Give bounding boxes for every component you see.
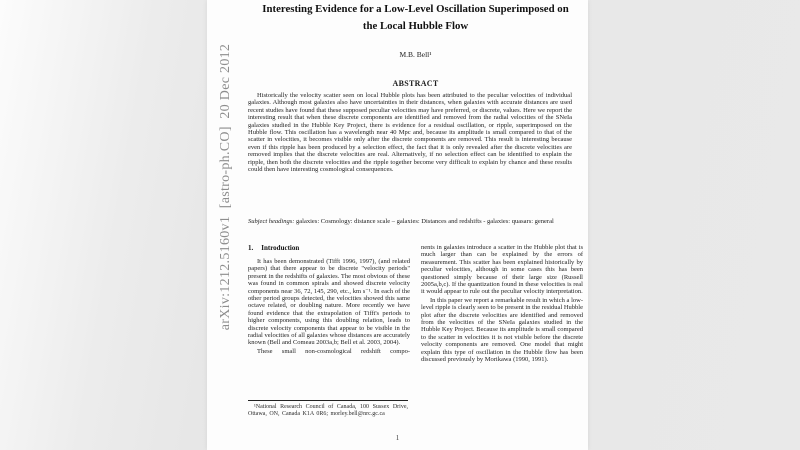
page-number: 1 bbox=[395, 434, 400, 442]
paper-title bbox=[248, 1, 583, 35]
intro-para-1: It has been demonstrated (Tifft 1996, 1997), (and related papers) that there appear to be discrete "velocity periods" present in the redshifts of galaxies. The most obvious of these was found in common spirals and showed discrete velocity components near 36, 72, 145, 290, etc., km s⁻¹. In each of the other period groups detected, the velocities showed this same octave related, or doubling nature. More recently we have found evidence that the extrapolation of Tifft's periods to higher components, using this doubling relation, leads to discrete velocity components that appear to be visible in the radial velocities of all galaxies whose distances are accurately known (Bell and Comeau 2003a,b; Bell et al. 2003, 2004). bbox=[248, 258, 410, 347]
intro-left-column bbox=[248, 244, 410, 364]
footnote-block bbox=[248, 400, 408, 418]
section-title: Introduction bbox=[261, 244, 300, 252]
paper-page bbox=[207, 0, 588, 450]
abstract-heading: ABSTRACT bbox=[392, 79, 439, 88]
intro-right-column bbox=[421, 244, 583, 364]
two-column-body bbox=[248, 244, 583, 364]
section-number: 1. bbox=[248, 244, 254, 252]
abstract-body: Historically the velocity scatter seen on local Hubble plots has been attributed to the peculiar velocities of individual galaxies. Although most galaxies also have uncertainties in their distances, when galaxies with accurate distances are used recent studies have found that these supposed peculiar velocities may have preferred, or discrete, values. Here we report the interesting result that when these discrete components are identified and removed from the radial velocities of the SNeIa galaxies studied in the Hubble Key Project, there is evidence for a residual oscillation, or ripple, superimposed on the Hubble flow. This oscillation has a wavelength near 40 Mpc and, because its amplitude is small compared to that of the scatter in velocities, it becomes visible only after the discrete components are removed. This result is interesting because even if this ripple has been produced by a selection effect, the fact that it is only revealed after the discrete velocities are removed implies that the discrete velocities are real. Alternatively, if no selection effect can be identified to explain the ripple, then both the discrete velocities and the ripple together become very difficult to explain by chance and these results could then have interesting cosmological consequences. bbox=[248, 92, 572, 174]
footnote-rule bbox=[248, 400, 408, 401]
author-line: M.B. Bell¹ bbox=[399, 50, 432, 59]
paper-title-line-2: the Local Hubble Flow bbox=[362, 20, 469, 32]
footnote-text: ¹National Research Council of Canada, 100 Sussex Drive, Ottawa, ON, Canada K1A 0R6; morley.bell@nrc.gc.ca bbox=[248, 404, 408, 417]
subject-headings-text: galaxies: Cosmology: distance scale – galaxies: Distances and redshifts - galaxies: quasars: general bbox=[294, 218, 554, 225]
arxiv-stamp: arXiv:1212.5160v1 [astro-ph.CO] 20 Dec 2012 bbox=[218, 43, 233, 331]
intro-para-2-end: nents in galaxies introduce a scatter in the Hubble plot that is much larger than can be explained by the errors of measurement. This scatter has been explained historically by peculiar velocities, although in some cases this has been questioned simply because of their large size (Russell 2005a,b,c). If the quantization found in these velocities is real it would appear to rule out the peculiar velocity interpretation. bbox=[421, 244, 583, 296]
section-heading-introduction bbox=[248, 244, 410, 252]
intro-para-2-start: These small non-cosmological redshift compo- bbox=[257, 347, 410, 355]
paper-title-line-1: Interesting Evidence for a Low-Level Oscillation Superimposed on bbox=[262, 3, 569, 15]
intro-para-3: In this paper we report a remarkable result in which a low-level ripple is clearly seen to be present in the residual Hubble plot after the discrete velocities are identified and removed from the velocities of the SNeIa galaxies studied in the Hubble Key Project. Because its amplitude is small compared to the scatter in velocities it is not visible before the discrete velocity components are removed. One model that might explain this type of oscillation in the Hubble flow has been discussed previously by Morikawa (1990, 1991). bbox=[421, 296, 583, 364]
subject-headings-label: Subject headings: bbox=[248, 218, 295, 225]
subject-headings bbox=[248, 218, 572, 225]
